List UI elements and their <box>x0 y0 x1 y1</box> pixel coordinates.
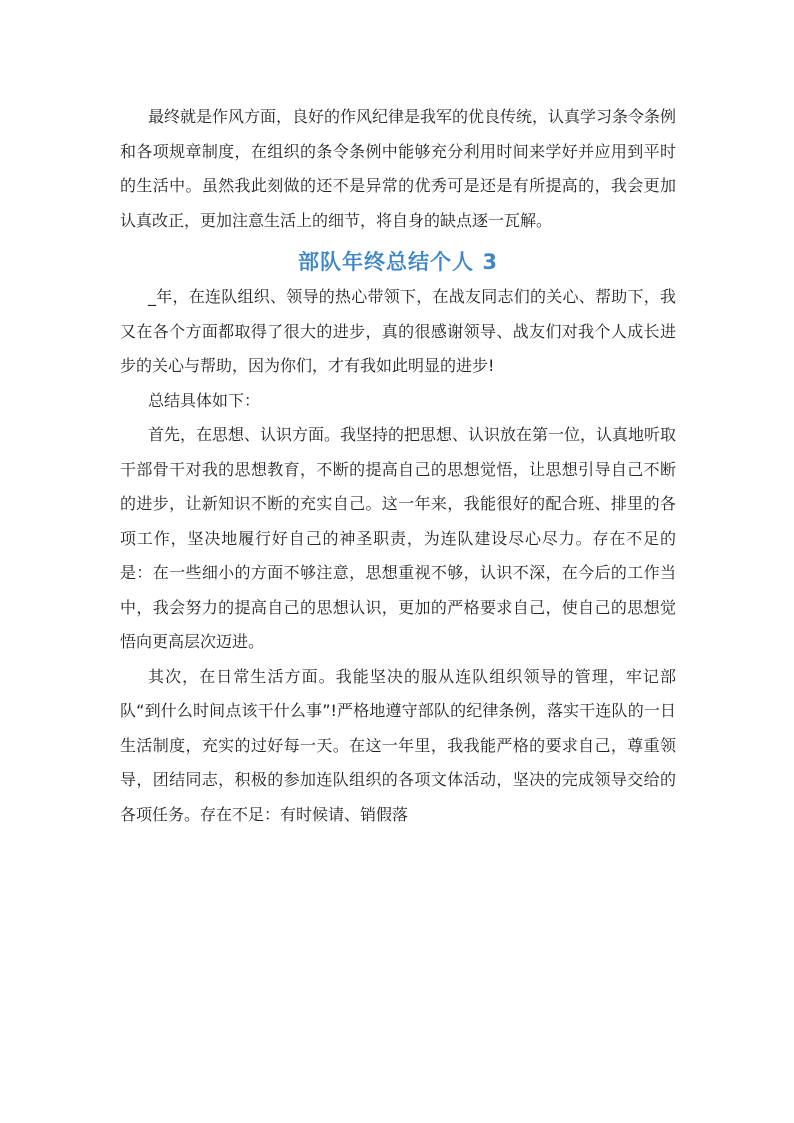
section-title: 部队年终总结个人 3 <box>298 250 498 274</box>
intro-paragraph: 最终就是作风方面，良好的作风纪律是我军的优良传统，认真学习条令条例和各项规章制度，在组织的条令条例中能够充分利用时间来学好并应用到平时的生活中。虽然我此刻做的还不是异常的优秀可是还是有所提高的，我会更加认真改正，更加注意生活上的细节，将自身的缺点逐一瓦解。 <box>120 107 677 230</box>
paragraph-thought: 首先，在思想、认识方面。我坚持的把思想、认识放在第一位，认真地听取干部骨干对我的思想教育，不断的提高自己的思想觉悟，让思想引导自己不断的进步，让新知识不断的充实自己。这一年来，我能很好的配合班、排里的各项工作，坚决地履行好自己的神圣职责，为连队建设尽心尽力。存在不足的是：在一些细小的方面不够注意，思想重视不够，认识不深，在今后的工作当中，我会努力的提高自己的思想认识，更加的严格要求自己，使自己的思想觉悟向更高层次迈进。 <box>120 425 677 651</box>
paragraph-summary-intro: 总结具体如下： <box>148 390 261 410</box>
paragraph-daily-life: 其次，在日常生活方面。我能坚决的服从连队组织领导的管理，牢记部队“到什么时间点该干什么事”!严格地遵守部队的纪律条例，落实干连队的一日生活制度，充实的过好每一天。在这一年里，我我能严格的要求自己，尊重领导，团结同志，积极的参加连队组织的各项文体活动，坚决的完成领导交给的各项任务。存在不足：有时候请、销假落 <box>120 666 676 824</box>
paragraph-opening: _年，在连队组织、领导的热心带领下，在战友同志们的关心、帮助下，我又在各个方面都取得了很大的进步，真的很感谢领导、战友们对我个人成长进步的关心与帮助，因为你们，才有我如此明显的进步! <box>120 287 676 375</box>
document-body <box>120 100 676 832</box>
